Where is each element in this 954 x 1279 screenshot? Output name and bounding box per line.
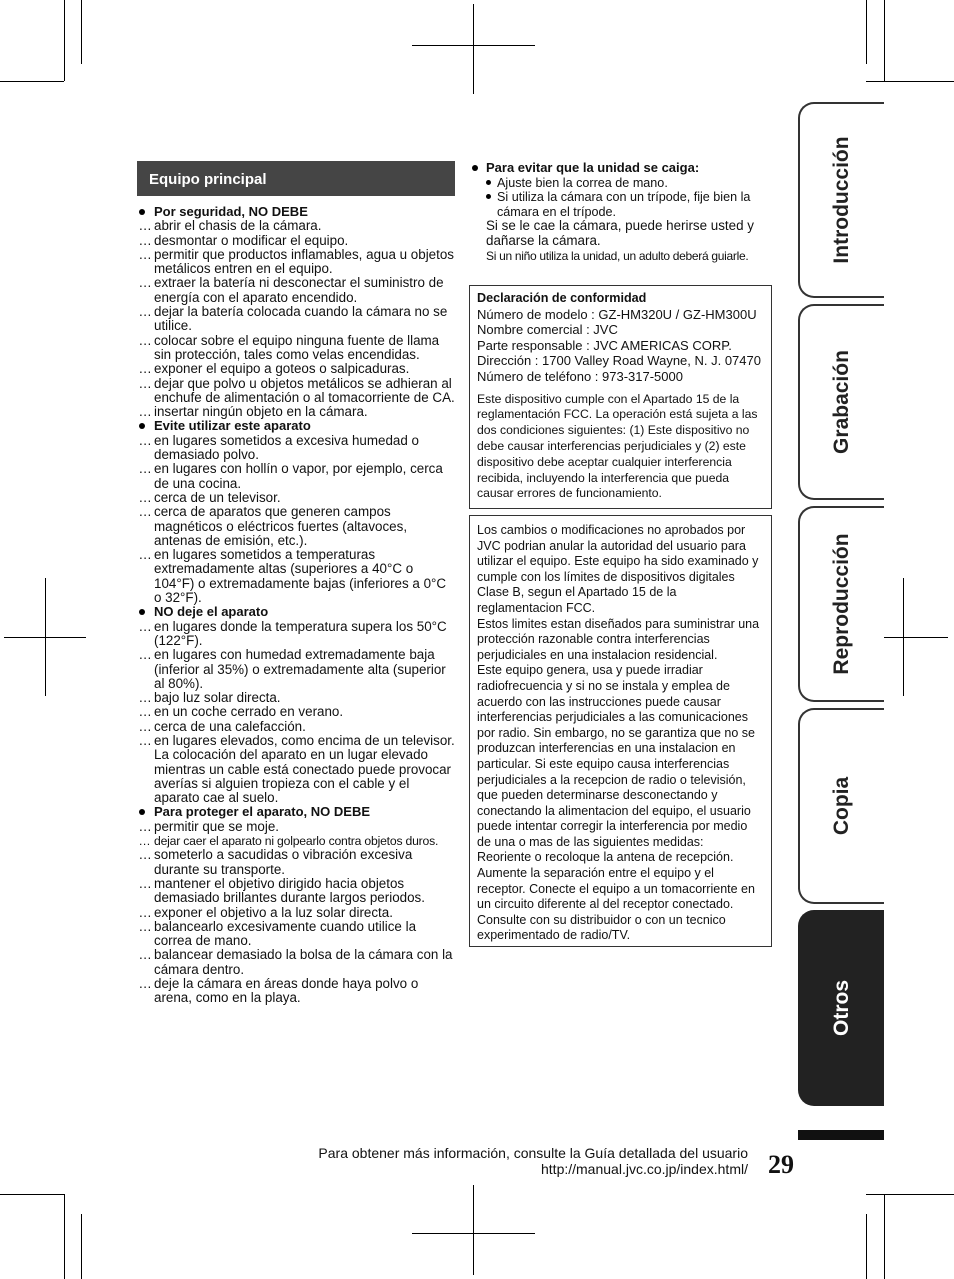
crop-mark: [473, 1185, 474, 1275]
crop-mark: [0, 81, 64, 82]
conformity-line: Número de teléfono : 973-317-5000: [477, 368, 683, 384]
conformity-line: Número de modelo : GZ-HM320U / GZ-HM300U: [477, 306, 757, 322]
list-item: ... cerca de un televisor.: [137, 491, 455, 505]
tab-introduccion[interactable]: [798, 102, 884, 298]
conformity-line: Dirección : 1700 Valley Road Wayne, N. J. 07470: [477, 353, 761, 369]
list-item: ... someterlo a sacudidas o vibración excesiva durante su transporte.: [137, 848, 455, 877]
tab-label: Introducción: [830, 136, 853, 264]
crop-mark: [81, 1214, 82, 1279]
tab-otros[interactable]: [798, 910, 884, 1106]
drop-note-child: Si un niño utiliza la unidad, un adulto deberá guiarle.: [486, 248, 749, 263]
drop-bullet: Ajuste bien la correa de mano.: [470, 176, 772, 191]
crop-mark: [866, 1194, 954, 1195]
list-item: ... exponer el objetivo a la luz solar directa.: [137, 906, 455, 920]
list-item: ... bajo luz solar directa.: [137, 691, 455, 705]
conformity-line: Nombre comercial : JVC: [477, 322, 618, 338]
crop-mark: [884, 1194, 885, 1279]
list-item: ... permitir que se moje.: [137, 820, 455, 834]
footer-info: [318, 1145, 748, 1177]
group-heading: NO deje el aparato: [137, 605, 455, 619]
list-item: ... cerca de una calefacción.: [137, 720, 455, 734]
conformity-declaration-box: [469, 285, 772, 509]
right-column: [470, 161, 772, 263]
list-item: ... dejar caer el aparato ni golpearlo contra objetos duros.: [137, 834, 455, 848]
list-item: ... en lugares sometidos a temperaturas extremadamente altas (superiores a 40°C o 104°F) o extremadamente bajas (inferiores a 0°C o 32°F).: [137, 548, 455, 605]
list-item: ... balancear demasiado la bolsa de la cámara con la cámara dentro.: [137, 948, 455, 977]
crop-mark: [866, 0, 867, 64]
crop-mark: [81, 0, 82, 64]
group-heading: Por seguridad, NO DEBE: [137, 205, 455, 219]
crop-mark: [45, 578, 46, 696]
list-item: ... balancearlo excesivamente cuando utilice la correa de mano.: [137, 920, 455, 949]
list-item: ... abrir el chasis de la cámara.: [137, 219, 455, 233]
footer-url[interactable]: http://manual.jvc.co.jp/index.html/: [541, 1161, 748, 1177]
drop-prevention-section: [470, 161, 772, 263]
conformity-line: Parte responsable : JVC AMERICAS CORP.: [477, 337, 732, 353]
fcc-statement: Este dispositivo cumple con el Apartado 15 de la reglamentación FCC. La operación está sujeta a las dos condiciones siguientes: (1) Este dispositivo no debe causar interferencias perjudiciales y (2) este dispositivo debe aceptar cualquier interferencia recibida, incluyendo la interferencia que pueda causar errores de funcionamiento.: [477, 391, 758, 501]
crop-mark: [64, 0, 65, 81]
crop-mark: [903, 578, 904, 696]
list-item: ... en lugares sometidos a excesiva humedad o demasiado polvo.: [137, 434, 455, 463]
crop-mark: [0, 1194, 64, 1195]
tab-label: Grabación: [830, 350, 853, 454]
crop-mark: [884, 0, 885, 81]
crop-mark: [866, 1214, 867, 1279]
fcc-paragraph: Aumente la separación entre el equipo y el receptor. Conecte el equipo a un tomacorriente en un circuito diferente al del receptor conectado.: [477, 866, 755, 912]
section-header: Equipo principal: [137, 161, 455, 196]
list-item: ... cerca de aparatos que generen campos magnéticos o eléctricos fuertes (altavoces, antenas de emisión, etc.).: [137, 505, 455, 548]
page-number: 29: [768, 1150, 794, 1179]
crop-mark: [64, 1194, 65, 1279]
safety-list: [137, 205, 455, 1006]
list-item: ... deje la cámara en áreas donde haya polvo o arena, como en la playa.: [137, 977, 455, 1006]
fcc-paragraph: Consulte con su distribuidor o con un tecnico experimentado de radio/TV.: [477, 912, 726, 943]
list-item: ... desmontar o modificar el equipo.: [137, 234, 455, 248]
tab-label: Copia: [830, 776, 853, 836]
tab-bar-marker: [798, 1130, 884, 1140]
drop-prevention-heading: Para evitar que la unidad se caiga:: [470, 161, 772, 176]
fcc-paragraph: Los cambios o modificaciones no aprobados por JVC podrian anular la autoridad del usuario para utilizar el equipo. Este equipo ha sido examinado y cumple con los límites de dispositivos digitales Clase B, segun el Apartado 15 de la reglamentacion FCC.: [477, 523, 759, 615]
list-item: ... en lugares donde la temperatura supera los 50°C (122°F).: [137, 620, 455, 649]
tab-label: Reproducción: [830, 533, 853, 675]
footer-line: Para obtener más información, consulte la Guía detallada del usuario: [318, 1145, 748, 1161]
list-item: ... en un coche cerrado en verano.: [137, 705, 455, 719]
fcc-paragraph: Reoriente o recoloque la antena de recepción.: [477, 850, 734, 865]
fcc-paragraph: Este equipo genera, usa y puede irradiar radiofrecuencia y si no se instala y emplea de acuerdo con las instrucciones puede causar interferencias perjudiciales a las comunicaciones por radio. Sin embargo, no se garantiza que no se produzcan interferencias en una instalacion en particular. Si este equipo causa interferencias perjudiciales a la recepcion de radio o televisión, que pueden determinarse desconectando y conectando la alimentacion del equipo, el usuario puede intentar corregir la interferencia por medio de una o mas de las siguientes medidas:: [477, 663, 755, 849]
list-item: ... en lugares con humedad extremadamente baja (inferior al 35%) o extremadamente alta (superior al 80%).: [137, 648, 455, 691]
tab-label: Otros: [830, 979, 853, 1037]
group-heading: Evite utilizar este aparato: [137, 419, 455, 433]
list-item: ... en lugares con hollín o vapor, por ejemplo, cerca de una cocina.: [137, 462, 455, 491]
left-column: [137, 161, 455, 1006]
tab-reproduccion[interactable]: [798, 506, 884, 702]
drop-bullet: Si utiliza la cámara con un trípode, fije bien la cámara en el trípode.: [470, 190, 772, 219]
tab-grabacion[interactable]: [798, 304, 884, 500]
list-item: ... extraer la batería ni desconectar el suministro de energía con el aparato encendido.: [137, 276, 455, 305]
list-item: ... permitir que productos inflamables, agua u objetos metálicos entren en el equipo.: [137, 248, 455, 277]
list-item: ... en lugares elevados, como encima de un televisor. La colocación del aparato en un lugar elevado mientras un cable está conectado puede provocar averías si alguien tropieza con el cable y el aparato cae al suelo.: [137, 734, 455, 805]
crop-mark: [866, 81, 954, 82]
fcc-paragraph: Estos limites estan diseñados para suministrar una protección razonable contra interferencias perjudiciales en una instalacion residencial.: [477, 616, 760, 662]
crop-mark: [473, 4, 474, 94]
tab-copia[interactable]: [798, 708, 884, 904]
list-item: ... dejar la batería colocada cuando la cámara no se utilice.: [137, 305, 455, 334]
drop-note: Si se le cae la cámara, puede herirse usted y dañarse la cámara.: [486, 218, 754, 248]
conformity-title: Declaración de conformidad: [477, 291, 647, 305]
list-item: ... dejar que polvo u objetos metálicos se adhieran al enchufe de alimentación o al tomacorriente de CA.: [137, 377, 455, 406]
fcc-changes-box: [469, 515, 772, 947]
list-item: ... insertar ningún objeto en la cámara.: [137, 405, 455, 419]
group-heading: Para proteger el aparato, NO DEBE: [137, 805, 455, 819]
list-item: ... exponer el equipo a goteos o salpicaduras.: [137, 362, 455, 376]
list-item: ... mantener el objetivo dirigido hacia objetos demasiado brillantes durante largos periodos.: [137, 877, 455, 906]
list-item: ... colocar sobre el equipo ninguna fuente de llama sin protección, tales como velas encendidas.: [137, 334, 455, 363]
